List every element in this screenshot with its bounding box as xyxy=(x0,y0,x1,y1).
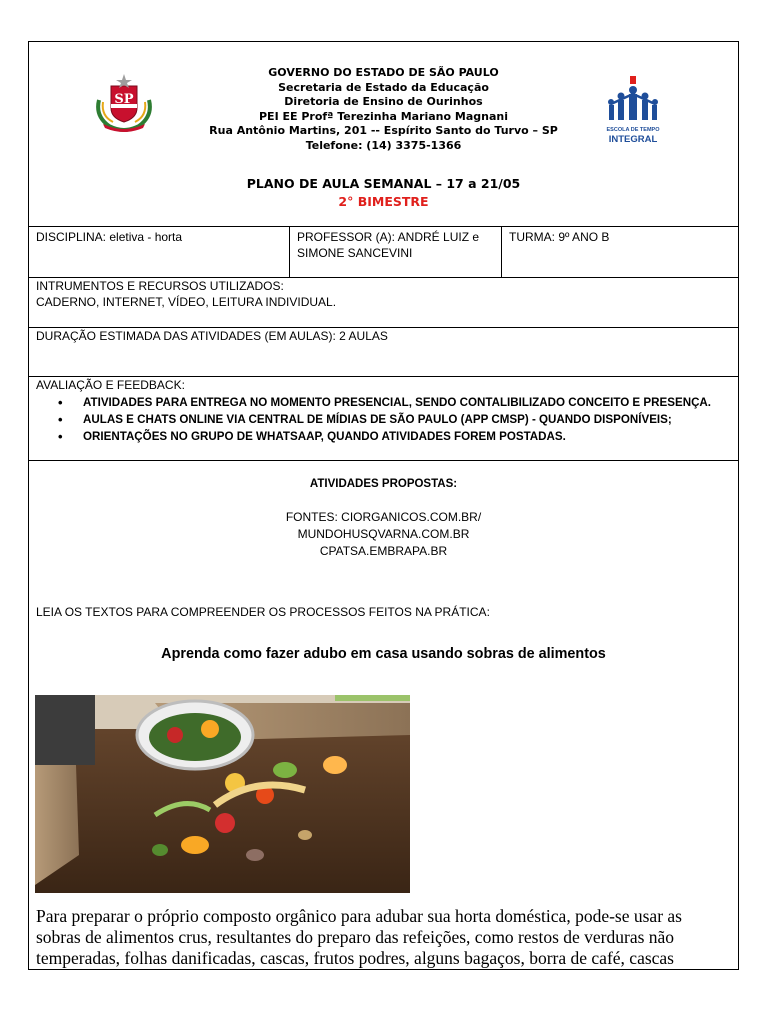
logo-big-text: INTEGRAL xyxy=(608,134,658,145)
turma-cell: TURMA: 9º ANO B xyxy=(509,230,610,244)
gov-line-secretaria: Secretaria de Estado da Educação xyxy=(278,80,489,94)
svg-text:SP: SP xyxy=(114,92,134,107)
avaliacao-item: • AULAS E CHATS ONLINE VIA CENTRAL DE MÍDIAS DE SÃO PAULO (APP CMSP) - QUANDO DISPONÍVEIS; xyxy=(83,411,731,428)
instrumentos-label: INTRUMENTOS E RECURSOS UTILIZADOS: xyxy=(36,279,284,293)
body-line: temperadas, folhas danificadas, cascas, frutos podres, alguns bagaços, borra de café, cascas xyxy=(36,948,674,968)
fontes-list xyxy=(29,509,738,560)
bimestre-label: 2° BIMESTRE xyxy=(338,194,429,209)
disciplina-cell: DISCIPLINA: eletiva - horta xyxy=(29,227,290,277)
instrumentos-row xyxy=(29,278,738,328)
duracao-text: DURAÇÃO ESTIMADA DAS ATIVIDADES (EM AULAS): 2 AULAS xyxy=(36,329,388,343)
leia-instruction: LEIA OS TEXTOS PARA COMPREENDER OS PROCESSOS FEITOS NA PRÁTICA: xyxy=(36,605,490,619)
gov-line-address: Rua Antônio Martins, 201 -- Espírito Santo do Turvo – SP xyxy=(209,124,558,137)
gov-line-state: GOVERNO DO ESTADO DE SÃO PAULO xyxy=(268,66,499,79)
duracao-row xyxy=(29,328,738,377)
body-line: Para preparar o próprio composto orgânico para adubar sua horta doméstica, pode-se usar as xyxy=(36,906,682,926)
atividades-title: ATIVIDADES PROPOSTAS: xyxy=(309,478,458,490)
fonte-item: CPATSA.EMBRAPA.BR xyxy=(319,544,448,558)
avaliacao-list xyxy=(36,394,731,445)
plan-title: PLANO DE AULA SEMANAL – 17 a 21/05 xyxy=(246,176,521,191)
school-integral-logo xyxy=(601,76,665,146)
gov-line-diretoria: Diretoria de Ensino de Ourinhos xyxy=(284,95,483,108)
professor-line-1: PROFESSOR (A): ANDRÉ LUIZ e xyxy=(297,230,480,244)
gov-line-school: PEI EE Profª Terezinha Mariano Magnani xyxy=(259,109,508,123)
gov-line-phone: Telefone: (14) 3375-1366 xyxy=(305,138,462,152)
document-header xyxy=(29,42,738,227)
fonte-item: FONTES: CIORGANICOS.COM.BR/ xyxy=(285,510,482,524)
body-line: sobras de alimentos crus, resultantes do preparo das refeições, como restos de verduras não xyxy=(36,927,675,947)
info-row xyxy=(29,227,738,278)
people-icon xyxy=(601,76,665,126)
avaliacao-label: AVALIAÇÃO E FEEDBACK: xyxy=(36,378,185,392)
article-title: Aprenda como fazer adubo em casa usando sobras de alimentos xyxy=(161,646,606,662)
article-body xyxy=(36,906,736,969)
professor-cell xyxy=(290,227,502,277)
professor-line-2: SIMONE SANCEVINI xyxy=(297,246,413,260)
atividades-section xyxy=(29,461,738,970)
avaliacao-item: • ORIENTAÇÕES NO GRUPO DE WHATSAAP, QUANDO ATIVIDADES FOREM POSTADAS. xyxy=(83,428,731,445)
instrumentos-value: CADERNO, INTERNET, VÍDEO, LEITURA INDIVIDUAL. xyxy=(36,295,337,309)
lesson-plan-frame xyxy=(28,41,739,970)
compost-photo xyxy=(35,695,410,893)
logo-small-text: ESCOLA DE TEMPO xyxy=(606,127,660,133)
avaliacao-item: • ATIVIDADES PARA ENTREGA NO MOMENTO PRESENCIAL, SENDO CONTALIBILIZADO CONCEITO E PRESENÇA. xyxy=(83,394,731,411)
avaliacao-row xyxy=(29,377,738,461)
fonte-item: MUNDOHUSQVARNA.COM.BR xyxy=(297,527,470,541)
